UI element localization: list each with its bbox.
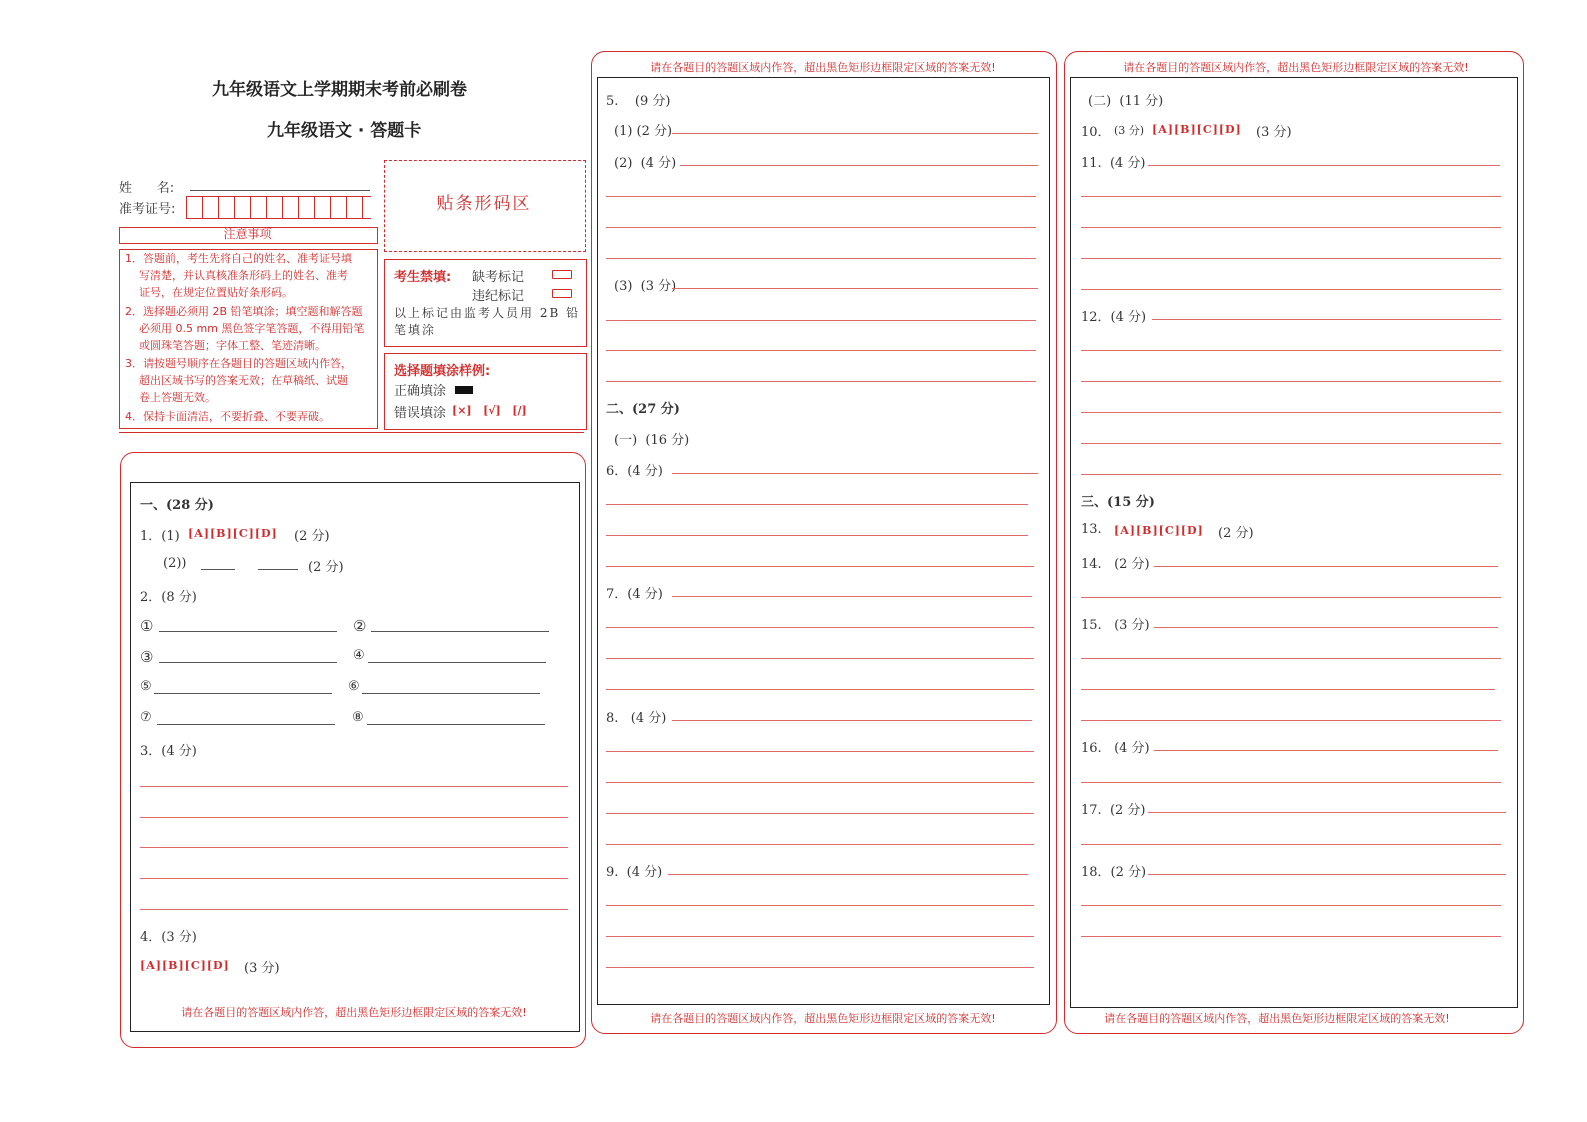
- circle-3: ③: [140, 648, 154, 666]
- notice-title: 注意事项: [223, 227, 272, 241]
- circle-6: ⑥: [348, 679, 360, 694]
- answer-line[interactable]: [140, 817, 568, 818]
- answer-line[interactable]: [606, 905, 1034, 906]
- answer-line[interactable]: [1081, 905, 1501, 906]
- notice-line: 或圆珠笔答题；字体工整、笔迹清晰。: [125, 339, 326, 352]
- answer-line[interactable]: [606, 844, 1034, 845]
- q14-label: 14. (2 分): [1081, 557, 1150, 572]
- answer-line[interactable]: [1154, 566, 1498, 567]
- answer-line[interactable]: [606, 350, 1036, 351]
- answer-line[interactable]: [1081, 844, 1501, 845]
- answer-line[interactable]: [606, 227, 1036, 228]
- forbidden-note: 笔填涂: [394, 323, 437, 337]
- q5-3-label: (3) (3 分): [614, 279, 677, 294]
- answer-line[interactable]: [140, 847, 568, 848]
- circle-7: ⑦: [140, 710, 152, 725]
- q10-label: 10．: [1081, 125, 1111, 140]
- q2-blank-2[interactable]: [371, 631, 549, 632]
- answer-line[interactable]: [672, 133, 1038, 134]
- answer-line[interactable]: [606, 320, 1036, 321]
- notice-line: 卷上答题无效。: [125, 391, 216, 404]
- answer-line[interactable]: [1081, 350, 1501, 351]
- q13-score: (2 分): [1218, 526, 1254, 541]
- violation-mark[interactable]: [552, 289, 572, 298]
- answer-line[interactable]: [1081, 412, 1501, 413]
- q18-label: 18．(2 分): [1081, 865, 1147, 880]
- q6-label: 6．(4 分): [606, 464, 663, 479]
- q1-2-label: (2)): [163, 556, 187, 571]
- q2-blank-6[interactable]: [362, 693, 540, 694]
- answer-line[interactable]: [1081, 720, 1501, 721]
- q2-blank-7[interactable]: [157, 724, 335, 725]
- answer-line[interactable]: [606, 566, 1034, 567]
- q10-options[interactable]: [A][B][C][D]: [1152, 123, 1242, 136]
- answer-line[interactable]: [1081, 689, 1495, 690]
- answer-line[interactable]: [1081, 443, 1501, 444]
- q4-label: 4．(3 分): [140, 930, 197, 945]
- answer-region-2: [597, 77, 1050, 1005]
- q4-score: (3 分): [244, 961, 280, 976]
- q11-label: 11. (4 分): [1081, 156, 1146, 171]
- answer-line[interactable]: [606, 258, 1036, 259]
- q17-label: 17. (2 分): [1081, 803, 1146, 818]
- q2-blank-8[interactable]: [367, 724, 545, 725]
- wrong-marks: [×] [√] [/]: [452, 404, 527, 417]
- notice-line: 写清楚，并认真核准条形码上的姓名、准考: [125, 269, 348, 282]
- warning-text: 请在各题目的答题区域内作答，超出黑色矩形边框限定区域的答案无效!: [1104, 1012, 1450, 1025]
- section-3-title: 三、(15 分): [1081, 495, 1155, 510]
- answer-line[interactable]: [1081, 936, 1501, 937]
- q10-pre-score: (3 分): [1114, 124, 1145, 137]
- q5-label: 5. (9 分): [606, 94, 671, 109]
- answer-line[interactable]: [1081, 227, 1501, 228]
- answer-line[interactable]: [1154, 750, 1498, 751]
- circle-8: ⑧: [352, 710, 364, 725]
- answer-line[interactable]: [672, 473, 1038, 474]
- answer-line[interactable]: [1081, 381, 1501, 382]
- page-subtitle: 九年级语文 · 答题卡: [267, 121, 422, 141]
- notice-line: 超出区域书写的答案无效；在草稿纸、试题: [125, 374, 348, 387]
- circle-1: ①: [140, 617, 154, 635]
- answer-line[interactable]: [672, 288, 1038, 289]
- barcode-label: 贴条形码区: [436, 194, 532, 214]
- answer-line[interactable]: [680, 165, 1038, 166]
- answer-line[interactable]: [140, 786, 568, 787]
- sample-title: 选择题填涂样例:: [394, 364, 491, 379]
- q10-score: (3 分): [1256, 125, 1292, 140]
- answer-line[interactable]: [606, 658, 1034, 659]
- answer-line[interactable]: [606, 782, 1034, 783]
- q2-blank-3[interactable]: [159, 662, 337, 663]
- answer-line[interactable]: [672, 596, 1032, 597]
- circle-2: ②: [353, 617, 367, 635]
- answer-line[interactable]: [1154, 627, 1498, 628]
- notice-line: 证号，在规定位置贴好条形码。: [125, 286, 293, 299]
- q3-label: 3．(4 分): [140, 744, 197, 759]
- q2-blank-1[interactable]: [159, 631, 337, 632]
- answer-line[interactable]: [606, 504, 1028, 505]
- q1-options[interactable]: [A][B][C][D]: [188, 527, 278, 540]
- q5-2-label: (2) (4 分): [614, 156, 677, 171]
- notice-line: 2．选择题必须用 2B 铅笔填涂；填空题和解答题: [125, 305, 363, 318]
- notice-underline: [119, 432, 584, 433]
- warning-text: 请在各题目的答题区域内作答，超出黑色矩形边框限定区域的答案无效!: [181, 1006, 527, 1019]
- answer-line[interactable]: [1148, 812, 1506, 813]
- answer-line[interactable]: [606, 936, 1034, 937]
- q13-label: 13.: [1081, 522, 1102, 537]
- q8-label: 8. (4 分): [606, 711, 667, 726]
- absent-label: 缺考标记: [472, 270, 525, 285]
- q1-1-score: (2 分): [294, 529, 330, 544]
- answer-line[interactable]: [1081, 597, 1501, 598]
- notice-line: 4．保持卡面清洁，不要折叠、不要弄破。: [125, 410, 330, 423]
- violation-label: 违纪标记: [472, 289, 525, 304]
- answer-line[interactable]: [1081, 474, 1501, 475]
- answer-line[interactable]: [1081, 289, 1501, 290]
- answer-line[interactable]: [1081, 658, 1501, 659]
- answer-line[interactable]: [1081, 258, 1501, 259]
- warning-text: 请在各题目的答题区域内作答，超出黑色矩形边框限定区域的答案无效!: [650, 1012, 996, 1025]
- q5-1-label: (1) (2 分): [614, 124, 673, 139]
- warning-text: 请在各题目的答题区域内作答，超出黑色矩形边框限定区域的答案无效!: [1123, 61, 1469, 74]
- answer-line[interactable]: [1081, 196, 1501, 197]
- correct-label: 正确填涂: [394, 384, 447, 399]
- q2-label: 2．(8 分): [140, 590, 197, 605]
- absent-mark[interactable]: [552, 270, 572, 279]
- notice-line: 3．请按题号顺序在各题目的答题区域内作答，: [125, 357, 352, 370]
- q13-options[interactable]: [A][B][C][D]: [1114, 524, 1204, 537]
- q16-label: 16. (4 分): [1081, 741, 1150, 756]
- answer-line[interactable]: [606, 535, 1028, 536]
- answer-line[interactable]: [1081, 782, 1501, 783]
- subsection-1-title: (一) (16 分): [614, 433, 690, 448]
- id-input-grid[interactable]: [186, 196, 371, 219]
- name-field[interactable]: [190, 190, 370, 191]
- answer-line[interactable]: [606, 967, 1034, 968]
- answer-line[interactable]: [1152, 319, 1501, 320]
- page-title: 九年级语文上学期期末考前必刷卷: [212, 80, 467, 100]
- section-1-title: 一、(28 分): [140, 498, 214, 513]
- answer-line[interactable]: [606, 751, 1034, 752]
- q15-label: 15. (3 分): [1081, 618, 1150, 633]
- answer-line[interactable]: [1148, 165, 1500, 166]
- warning-text: 请在各题目的答题区域内作答，超出黑色矩形边框限定区域的答案无效!: [650, 61, 996, 74]
- answer-line[interactable]: [672, 720, 1032, 721]
- subsection-2-title: (二) (11 分): [1088, 94, 1164, 109]
- name-label: 姓 名:: [119, 181, 175, 196]
- q2-blank-4[interactable]: [368, 662, 546, 663]
- correct-fill-icon: [455, 386, 473, 394]
- answer-line[interactable]: [140, 909, 568, 910]
- answer-line[interactable]: [606, 627, 1034, 628]
- q4-options[interactable]: [A][B][C][D]: [140, 959, 230, 972]
- circle-5: ⑤: [140, 679, 152, 694]
- circle-4: ④: [353, 648, 365, 663]
- id-label: 准考证号:: [119, 202, 176, 217]
- wrong-label: 错误填涂: [394, 406, 447, 421]
- answer-line[interactable]: [606, 381, 1036, 382]
- q1-1-label: 1．(1): [140, 529, 180, 544]
- q7-label: 7．(4 分): [606, 587, 663, 602]
- answer-line[interactable]: [140, 878, 568, 879]
- q1-2-blank-b[interactable]: [258, 569, 298, 570]
- forbidden-note: 以上标记由监考人员用 2B 铅: [394, 306, 581, 320]
- section-2-title: 二、(27 分): [606, 402, 680, 417]
- notice-line: 必须用 0.5 mm 黑色签字笔答题，不得用铅笔: [125, 322, 365, 335]
- answer-line[interactable]: [606, 813, 1034, 814]
- answer-line[interactable]: [1148, 874, 1506, 875]
- q12-label: 12．(4 分): [1081, 310, 1147, 325]
- answer-line[interactable]: [606, 196, 1036, 197]
- q1-2-score: (2 分): [308, 560, 344, 575]
- answer-line[interactable]: [668, 874, 1028, 875]
- forbidden-label: 考生禁填:: [394, 270, 452, 285]
- q2-blank-5[interactable]: [154, 693, 332, 694]
- q9-label: 9. (4 分): [606, 865, 663, 880]
- notice-line: 1．答题前，考生先将自己的姓名、准考证号填: [125, 252, 352, 265]
- answer-region-1: [130, 482, 580, 1032]
- q1-2-blank-a[interactable]: [201, 569, 235, 570]
- answer-line[interactable]: [606, 689, 1034, 690]
